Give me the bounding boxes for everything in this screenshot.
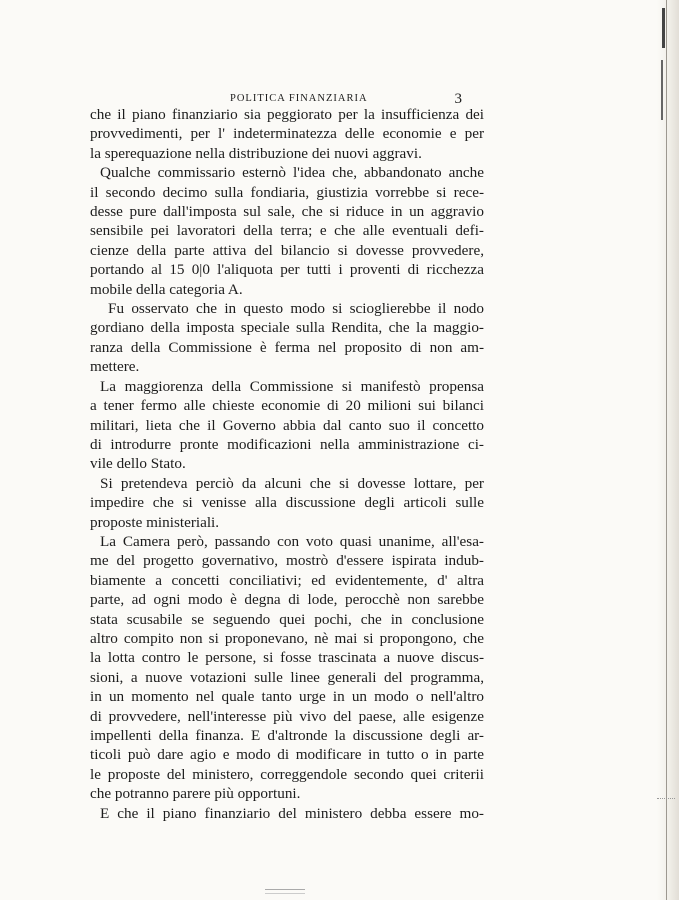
text-line: me del progetto governativo, mostrò d'essere ispirata indub- <box>90 552 484 570</box>
edge-mark <box>661 60 663 120</box>
text-line: le proposte del ministero, correggendole secondo quei criterii <box>90 765 484 783</box>
text-line: impellenti della finanza. E d'altronde la discussione degli ar- <box>90 727 484 744</box>
text-line: il secondo decimo sulla fondiaria, giustizia vorrebbe si rece- <box>90 183 484 201</box>
text-line: sioni, a nuove votazioni sulle linee generali del programma, <box>90 668 484 686</box>
text-line: che il piano finanziario sia peggiorato per la insufficienza dei <box>90 106 484 123</box>
paragraph <box>90 532 484 804</box>
text-line: che potranno parere più opportuni. <box>90 785 301 803</box>
paragraph <box>90 163 484 299</box>
text-line: La Camera però, passando con voto quasi unanime, all'esa- <box>100 532 484 550</box>
text-line: provvedimenti, per l' indeterminatezza delle economie e per <box>90 125 484 143</box>
text-line: cienze della parte attiva del bilancio si dovesse provvedere, <box>90 241 484 259</box>
edge-dots <box>657 798 675 800</box>
text-line: la lotta contro le persone, si fosse trascinata a nuove discus- <box>90 649 484 667</box>
paragraph <box>90 299 484 377</box>
text-line: sensibile pei lavoratori della terra; e che alle eventuali defi- <box>90 222 484 240</box>
text-line: in un momento nel quale tanto urge in un modo o nell'altro <box>90 688 484 706</box>
paragraph <box>90 377 484 474</box>
text-line: la sperequazione nella distribuzione dei nuovi aggravi. <box>90 144 422 162</box>
text-line: di introdurre pronte modificazioni nella amministrazione ci- <box>90 435 484 453</box>
text-line: militari, lieta che il Governo abbia dal canto suo il concetto <box>90 416 484 434</box>
text-line: ticoli può dare agio e modo di modificare in tutto o in parte <box>90 746 484 764</box>
text-line: altro compito non si proponevano, nè mai si propongono, che <box>90 629 484 647</box>
body-text <box>90 105 484 823</box>
page-edge <box>657 0 679 900</box>
text-line: biamente a concetti conciliativi; ed evidentemente, d' altra <box>90 571 484 589</box>
paragraph <box>90 105 484 163</box>
text-line: portando al 15 0|0 l'aliquota per tutti i proventi di ricchezza <box>90 261 484 279</box>
text-line: di provvedere, nell'interesse più vivo del paese, alle esigenze <box>90 707 484 725</box>
text-line: Qualche commissario esternò l'idea che, abbandonato anche <box>100 164 484 182</box>
text-line: mettere. <box>90 358 140 376</box>
text-line: Fu osservato che in questo modo si scioglierebbe il nodo <box>108 300 484 318</box>
running-title: POLITICA FINANZIARIA <box>230 93 368 104</box>
footer-rule <box>265 889 305 894</box>
text-line: impedire che si venisse alla discussione degli articoli sulle <box>90 494 484 512</box>
page-number: 3 <box>454 91 462 107</box>
paragraph <box>90 804 484 823</box>
edge-mark <box>662 8 665 48</box>
paragraph <box>90 474 484 532</box>
text-line: parte, ad ogni modo è degna di lode, perocchè non sarebbe <box>90 591 484 609</box>
text-line: Si pretendeva perciò da alcuni che si dovesse lottare, per <box>100 474 484 492</box>
text-line: La maggiorenza della Commissione si manifestò propensa <box>100 377 484 395</box>
text-line: ranza della Commissione è ferma nel proposito di non am- <box>90 338 484 356</box>
text-line: a tener fermo alle chieste economie di 20 milioni sui bilanci <box>90 397 484 415</box>
text-line: vile dello Stato. <box>90 455 186 473</box>
text-line: E che il piano finanziario del ministero debba essere mo- <box>100 804 484 822</box>
text-line: proposte ministeriali. <box>90 513 220 531</box>
text-line: desse pure dall'imposta sul sale, che si riduce in un aggravio <box>90 203 484 221</box>
text-line: mobile della categoria A. <box>90 280 243 298</box>
text-line: gordiano della imposta speciale sulla Rendita, che la maggio- <box>90 319 484 337</box>
edge-rule <box>666 0 667 900</box>
text-line: stata scusabile se seguendo quei pochi, che in conclusione <box>90 610 484 628</box>
